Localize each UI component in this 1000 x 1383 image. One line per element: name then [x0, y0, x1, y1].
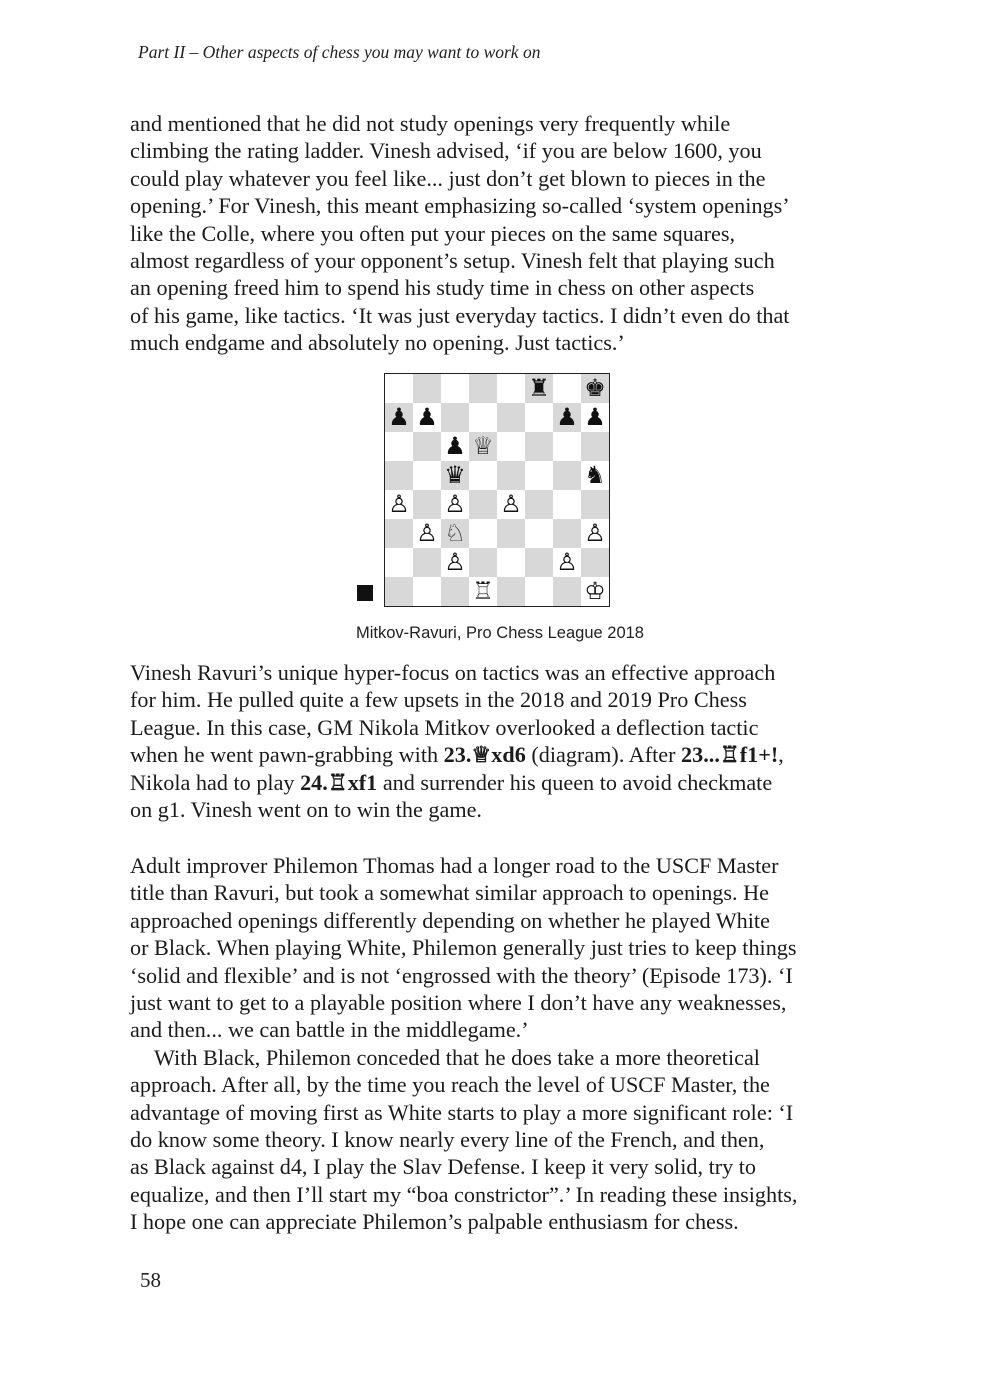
- board-square-g6: [553, 432, 581, 461]
- board-square-b2: [413, 548, 441, 577]
- chess-piece-d6: ♕: [472, 432, 494, 460]
- text-line: title than Ravuri, but took a somewhat similar approach to openings. He: [130, 880, 769, 906]
- board-square-b1: [413, 577, 441, 606]
- board-square-e8: [497, 374, 525, 403]
- text-line: and then... we can battle in the middlegame.’: [130, 1017, 529, 1043]
- board-square-a6: [385, 432, 413, 461]
- paragraph-mitkov-ravuri: [130, 659, 870, 823]
- text-line: do know some theory. I know nearly every line of the French, and then,: [130, 1126, 765, 1152]
- board-square-g3: [553, 519, 581, 548]
- text-line: opening.’ For Vinesh, this meant emphasizing so-called ‘system openings’: [130, 193, 790, 219]
- chess-piece-h8: ♚: [584, 374, 606, 402]
- running-head: Part II – Other aspects of chess you may want to work on: [138, 42, 541, 62]
- text-line: climbing the rating ladder. Vinesh advised, ‘if you are below 1600, you: [130, 138, 762, 164]
- board-square-h6: [581, 432, 609, 461]
- board-square-f7: [525, 403, 553, 432]
- board-square-f6: [525, 432, 553, 461]
- text-line: of his game, like tactics. ‘It was just everyday tactics. I didn’t even do that: [130, 302, 790, 328]
- chess-piece-d1: ♖: [472, 577, 494, 605]
- move-notation: 24.♖xf1: [300, 769, 378, 795]
- board-square-f1: [525, 577, 553, 606]
- board-square-d5: [469, 461, 497, 490]
- board-square-e2: [497, 548, 525, 577]
- board-square-h2: [581, 548, 609, 577]
- chess-piece-e4: ♙: [500, 490, 522, 518]
- text-line: approached openings differently depending on whether he played White: [130, 907, 770, 933]
- board-square-d7: [469, 403, 497, 432]
- text-line: equalize, and then I’ll start my “boa constrictor”.’ In reading these insights,: [130, 1181, 798, 1207]
- chess-piece-a4: ♙: [388, 490, 410, 518]
- text-line: approach. After all, by the time you reach the level of USCF Master, the: [130, 1072, 770, 1098]
- board-square-a1: [385, 577, 413, 606]
- page-number: 58: [140, 1268, 161, 1292]
- text-line: Nikola had to play 24.♖xf1 and surrender his queen to avoid checkmate: [130, 769, 773, 795]
- board-square-g4: [553, 490, 581, 519]
- board-square-b8: [413, 374, 441, 403]
- board-square-g1: [553, 577, 581, 606]
- text-line: and mentioned that he did not study openings very frequently while: [130, 111, 731, 136]
- chess-piece-c6: ♟: [444, 432, 466, 460]
- board-square-g8: [553, 374, 581, 403]
- board-square-d8: [469, 374, 497, 403]
- text-line: Vinesh Ravuri’s unique hyper-focus on tactics was an effective approach: [130, 660, 776, 685]
- chess-piece-c3: ♘: [444, 519, 466, 547]
- chess-piece-f8: ♜: [528, 374, 550, 402]
- move-notation: 23...♖f1+!: [681, 742, 779, 768]
- chess-piece-h3: ♙: [584, 519, 606, 547]
- paragraph-system-openings: [130, 110, 870, 357]
- board-square-b4: [413, 490, 441, 519]
- board-square-e3: [497, 519, 525, 548]
- board-square-d3: [469, 519, 497, 548]
- board-square-a3: [385, 519, 413, 548]
- board-square-e1: [497, 577, 525, 606]
- chess-piece-g7: ♟: [556, 403, 578, 431]
- chess-piece-h1: ♔: [584, 577, 606, 605]
- text-line: ‘solid and flexible’ and is not ‘engrossed with the theory’ (Episode 173). ‘I: [130, 962, 793, 988]
- board-square-f4: [525, 490, 553, 519]
- board-square-b6: [413, 432, 441, 461]
- chess-piece-b7: ♟: [416, 403, 438, 431]
- board-square-c1: [441, 577, 469, 606]
- board-square-a2: [385, 548, 413, 577]
- chess-piece-c5: ♛: [444, 461, 466, 489]
- paragraph-philemon-thomas: [130, 852, 870, 1235]
- chess-piece-b3: ♙: [416, 519, 438, 547]
- move-notation: 23.♕xd6: [443, 742, 526, 768]
- board-square-d4: [469, 490, 497, 519]
- board-square-h4: [581, 490, 609, 519]
- board-square-b5: [413, 461, 441, 490]
- chess-piece-h7: ♟: [584, 403, 606, 431]
- board-square-e6: [497, 432, 525, 461]
- diagram-caption: Mitkov-Ravuri, Pro Chess League 2018: [356, 624, 644, 642]
- chess-piece-g2: ♙: [556, 548, 578, 576]
- text-line: as Black against d4, I play the Slav Defense. I keep it very solid, try to: [130, 1154, 757, 1180]
- board-square-e5: [497, 461, 525, 490]
- chess-piece-a7: ♟: [388, 403, 410, 431]
- text-line: on g1. Vinesh went on to win the game.: [130, 796, 482, 822]
- text-line: almost regardless of your opponent’s setup. Vinesh felt that playing such: [130, 247, 775, 273]
- board-square-a8: [385, 374, 413, 403]
- text-line: for him. He pulled quite a few upsets in the 2018 and 2019 Pro Chess: [130, 687, 747, 713]
- text-line: Adult improver Philemon Thomas had a longer road to the USCF Master: [130, 853, 779, 878]
- text-line: like the Colle, where you often put your pieces on the same squares,: [130, 220, 736, 246]
- text-line: an opening freed him to spend his study time in chess on other aspects: [130, 275, 755, 301]
- text-line: could play whatever you feel like... just don’t get blown to pieces in the: [130, 165, 766, 191]
- chess-piece-c4: ♙: [444, 490, 466, 518]
- board-square-f5: [525, 461, 553, 490]
- text-line: or Black. When playing White, Philemon generally just tries to keep things: [130, 935, 797, 961]
- board-square-e7: [497, 403, 525, 432]
- text-line: advantage of moving first as White starts to play a more significant role: ‘I: [130, 1099, 794, 1125]
- text-line: I hope one can appreciate Philemon’s palpable enthusiasm for chess.: [130, 1209, 739, 1235]
- board-square-a5: [385, 461, 413, 490]
- board-square-c8: [441, 374, 469, 403]
- board-square-f2: [525, 548, 553, 577]
- board-square-c7: [441, 403, 469, 432]
- board-square-g5: [553, 461, 581, 490]
- text-line: With Black, Philemon conceded that he does take a more theoretical: [154, 1044, 760, 1070]
- chess-diagram: [384, 373, 610, 607]
- black-to-move-indicator: [357, 585, 373, 601]
- board-square-f3: [525, 519, 553, 548]
- chess-piece-h5: ♞: [584, 461, 606, 489]
- text-line: when he went pawn-grabbing with 23.♕xd6 (diagram). After 23...♖f1+!,: [130, 742, 784, 768]
- chess-piece-c2: ♙: [444, 548, 466, 576]
- text-line: League. In this case, GM Nikola Mitkov overlooked a deflection tactic: [130, 714, 759, 740]
- text-line: much endgame and absolutely no opening. Just tactics.’: [130, 330, 625, 356]
- text-line: just want to get to a playable position where I don’t have any weaknesses,: [130, 989, 787, 1015]
- board-square-d2: [469, 548, 497, 577]
